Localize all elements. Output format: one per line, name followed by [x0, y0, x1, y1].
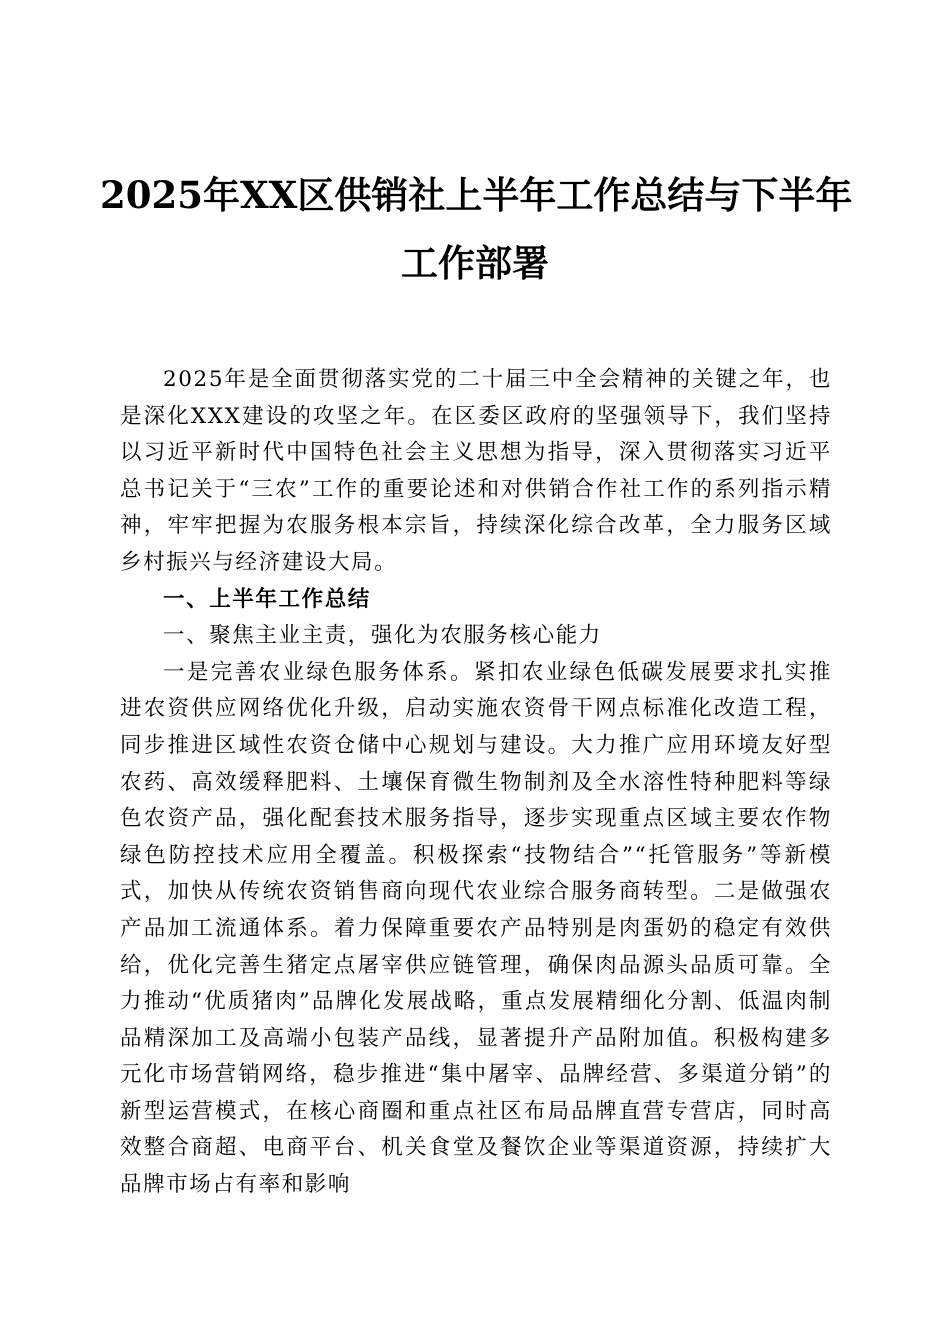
document-title-line-2: 工作部署: [401, 241, 549, 285]
intro-paragraph: 2025年是全面贯彻落实党的二十届三中全会精神的关键之年，也是深化XXX建设的攻坚之年。在区委区政府的坚强领导下，我们坚持以习近平新时代中国特色社会主义思想为指导，深入贯彻落实习近平总书记关于“三农”工作的重要论述和对供销合作社工作的系列指示精神，牢牢把握为农服务根本宗旨，持续深化综合改革，全力服务区域乡村振兴与经济建设大局。: [120, 367, 832, 575]
body-paragraph: 一是完善农业绿色服务体系。紧扣农业绿色低碳发展要求扎实推进农资供应网络优化升级，启动实施农资骨干网点标准化改造工程，同步推进区域性农资仓储中心规划与建设。大力推广应用环境友好型农药、高效缓释肥料、土壤保育微生物制剂及全水溶性特种肥料等绿色农资产品，强化配套技术服务指导，逐步实现重点区域主要农作物绿色防控技术应用全覆盖。积极探索“技物结合”“托管服务”等新模式，加快从传统农资销售商向现代农业综合服务商转型。二是做强农产品加工流通体系。着力保障重要农产品特别是肉蛋奶的稳定有效供给，优化完善生猪定点屠宰供应链管理，确保肉品源头品质可靠。全力推动“优质猪肉”品牌化发展战略，重点发展精细化分割、低温肉制品精深加工及高端小包装产品线，显著提升产品附加值。积极构建多元化市场营销网络，稳步推进“集中屠宰、品牌经营、多渠道分销”的新型运营模式，在核心商圈和重点社区布局品牌直营专营店，同时高效整合商超、电商平台、机关食堂及餐饮企业等渠道资源，持续扩大品牌市场占有率和影响: [120, 659, 832, 1198]
subsection-heading: 一、聚焦主业主责，强化为农服务核心能力: [163, 623, 602, 649]
document-title-line-1: 2025年XX区供销社上半年工作总结与下半年: [100, 173, 853, 217]
document-body: [120, 362, 832, 1204]
section-heading: 一、上半年工作总结: [163, 586, 371, 612]
